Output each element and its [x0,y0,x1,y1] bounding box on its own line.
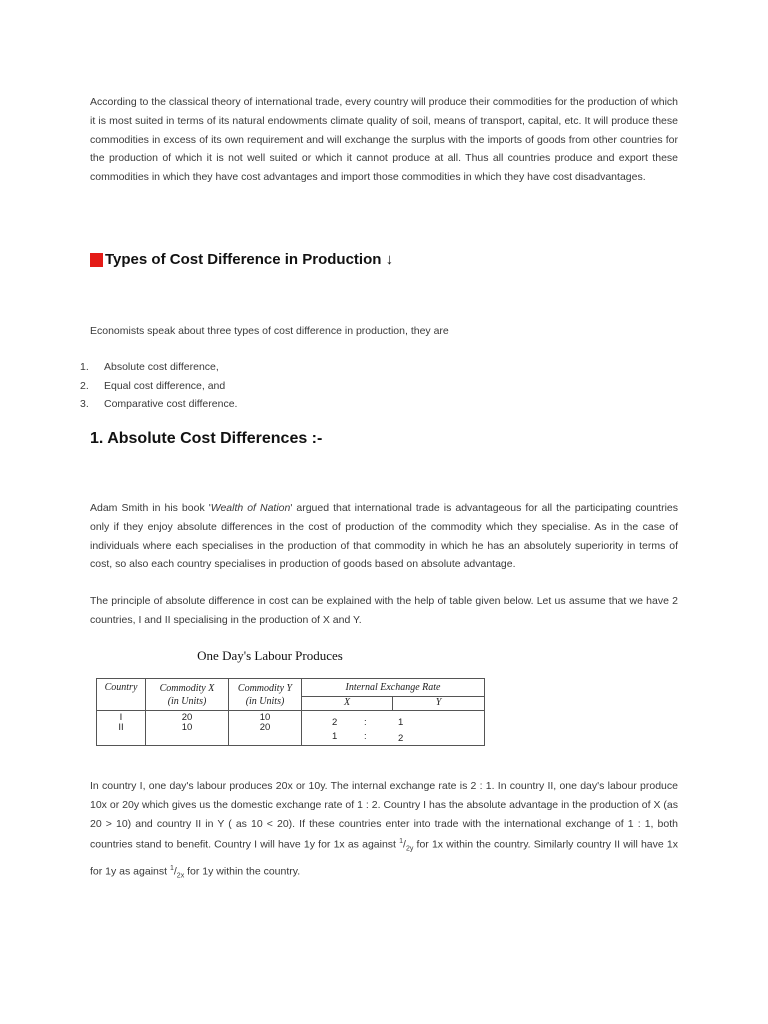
final-text-2: for 1x within the country. Similarly country II will have 1x for 1y as against [90,838,678,878]
country-ii: II [118,722,124,733]
list-item-number: 3. [80,398,89,410]
principle-paragraph: The principle of absolute difference in cost can be explained with the help of table given below. Let us assume that we have 2 countries, I and II specialising in the production of X and Y. [90,595,678,626]
rate-y-ii: 2 [398,733,404,744]
rate-sep-i: : [364,717,367,728]
x-value-ii: 10 [181,722,193,733]
fraction1-numerator: 1 [399,838,404,846]
header-commodity-x [146,679,229,711]
smith-text-before: Adam Smith in his book ' [90,502,211,514]
y-value-ii: 20 [259,722,271,733]
list-item [80,358,678,377]
list-item [80,395,678,414]
rate-x-ii: 1 [332,731,338,742]
header-commodity-x-unit: (in Units) [167,696,207,707]
final-text-1: In country I, one day's labour produces 20x or 10y. The internal exchange rate is 2 : 1. In country II, one day's labour produce 10x or 20y which gives us the domestic exchange rate of 1 : 2. Country I has the absolute advantage in the production of X (as 20 > 10) and country II in Y ( as 10 < 20). If these countries enter into trade with the international exchange of 1 : 1, both countries stand to benefit. Country I will have 1y for 1x as against [90,780,678,851]
list-item-text: Comparative cost difference. [104,398,238,410]
smith-paragraph [90,499,678,574]
header-rate-x: X [302,697,393,711]
list-item [80,377,678,396]
header-commodity-y-unit: (in Units) [245,696,285,707]
list-item-text: Equal cost difference, and [104,379,226,392]
smith-text-after: ' argued that international trade is advantageous for all the participating countries only if they enjoy absolute differences in the cost of production of the commodity which they specialise. As in the case of individuals where each specialises in the production of that commodity in which he has an absolutely superiority in terms of cost, so also each country specialises in production of goods based on absolute advantage. [90,502,679,571]
header-commodity-y [229,679,302,711]
country-cell [97,711,146,746]
header-country: Country [97,679,146,711]
section1-heading: 1. Absolute Cost Differences :- [90,430,323,447]
rate-y-i: 1 [398,717,404,728]
fraction2-numerator: 1 [169,864,174,872]
final-paragraph: In country I, one day's labour produces 20x or 10y. The internal exchange rate is 2 : 1. In country II, one day's labour produce 10x or 20y which gives us the domestic exchange rate of 1 : 2. Country I has the absolute advantage in the production of X (as 20 > 10) and country II in Y ( as 10 < 20). If these countries enter into trade with the international exchange of 1 : 1, both countries stand to benefit. Country I will have 1y for 1x as against $^1/_{2y}$ for 1x within the country. Similarly country II will have 1x for 1y as against $^1/_{2x}$ for 1y within the country. [90,780,678,880]
types-intro: Economists speak about three types of cost difference in production, they are [90,325,449,337]
types-list [80,358,678,414]
header-commodity-x-label: Commodity X [159,683,215,694]
fraction1-denominator: 2y [405,845,414,853]
list-item-text: Absolute cost difference, [104,361,219,373]
labour-table [96,678,485,746]
header-rate-y: Y [393,697,485,711]
country-i: I [119,712,123,723]
header-exchange-rate: Internal Exchange Rate [302,679,485,697]
exchange-rate-cell [302,711,485,746]
book-title: Wealth of Nation [210,502,291,514]
list-item-number: 2. [80,379,89,392]
x-value-i: 20 [181,712,193,723]
list-item-number: 1. [80,361,89,373]
fraction2-denominator: 2x [176,872,185,880]
rate-sep-ii: : [364,731,367,742]
header-commodity-y-label: Commodity Y [237,683,293,694]
exchange-rate-values [332,717,422,747]
table-title: One Day's Labour Produces [197,648,343,663]
commodity-x-cell [146,711,229,746]
intro-paragraph: According to the classical theory of international trade, every country will produce their commodities for the production of which it is most suited in terms of its natural endowments climate quality of soil, means of transport, capital, etc. It will produce these commodities in excess of its own requirement and will exchange the surplus with the imports of goods from other countries for the production of which it is not well suited or which it cannot produce at all. Thus all countries produce and export these commodities in which they have cost advantages and import those commodities in which they have cost disadvantages. [90,96,678,184]
types-heading-text: Types of Cost Difference in Production ↓ [105,251,394,268]
final-text-3: for 1y within the country. [184,865,301,878]
types-heading [90,251,393,268]
red-square-icon [90,253,103,267]
y-value-i: 10 [259,712,271,723]
commodity-y-cell [229,711,302,746]
rate-x-i: 2 [332,717,338,728]
